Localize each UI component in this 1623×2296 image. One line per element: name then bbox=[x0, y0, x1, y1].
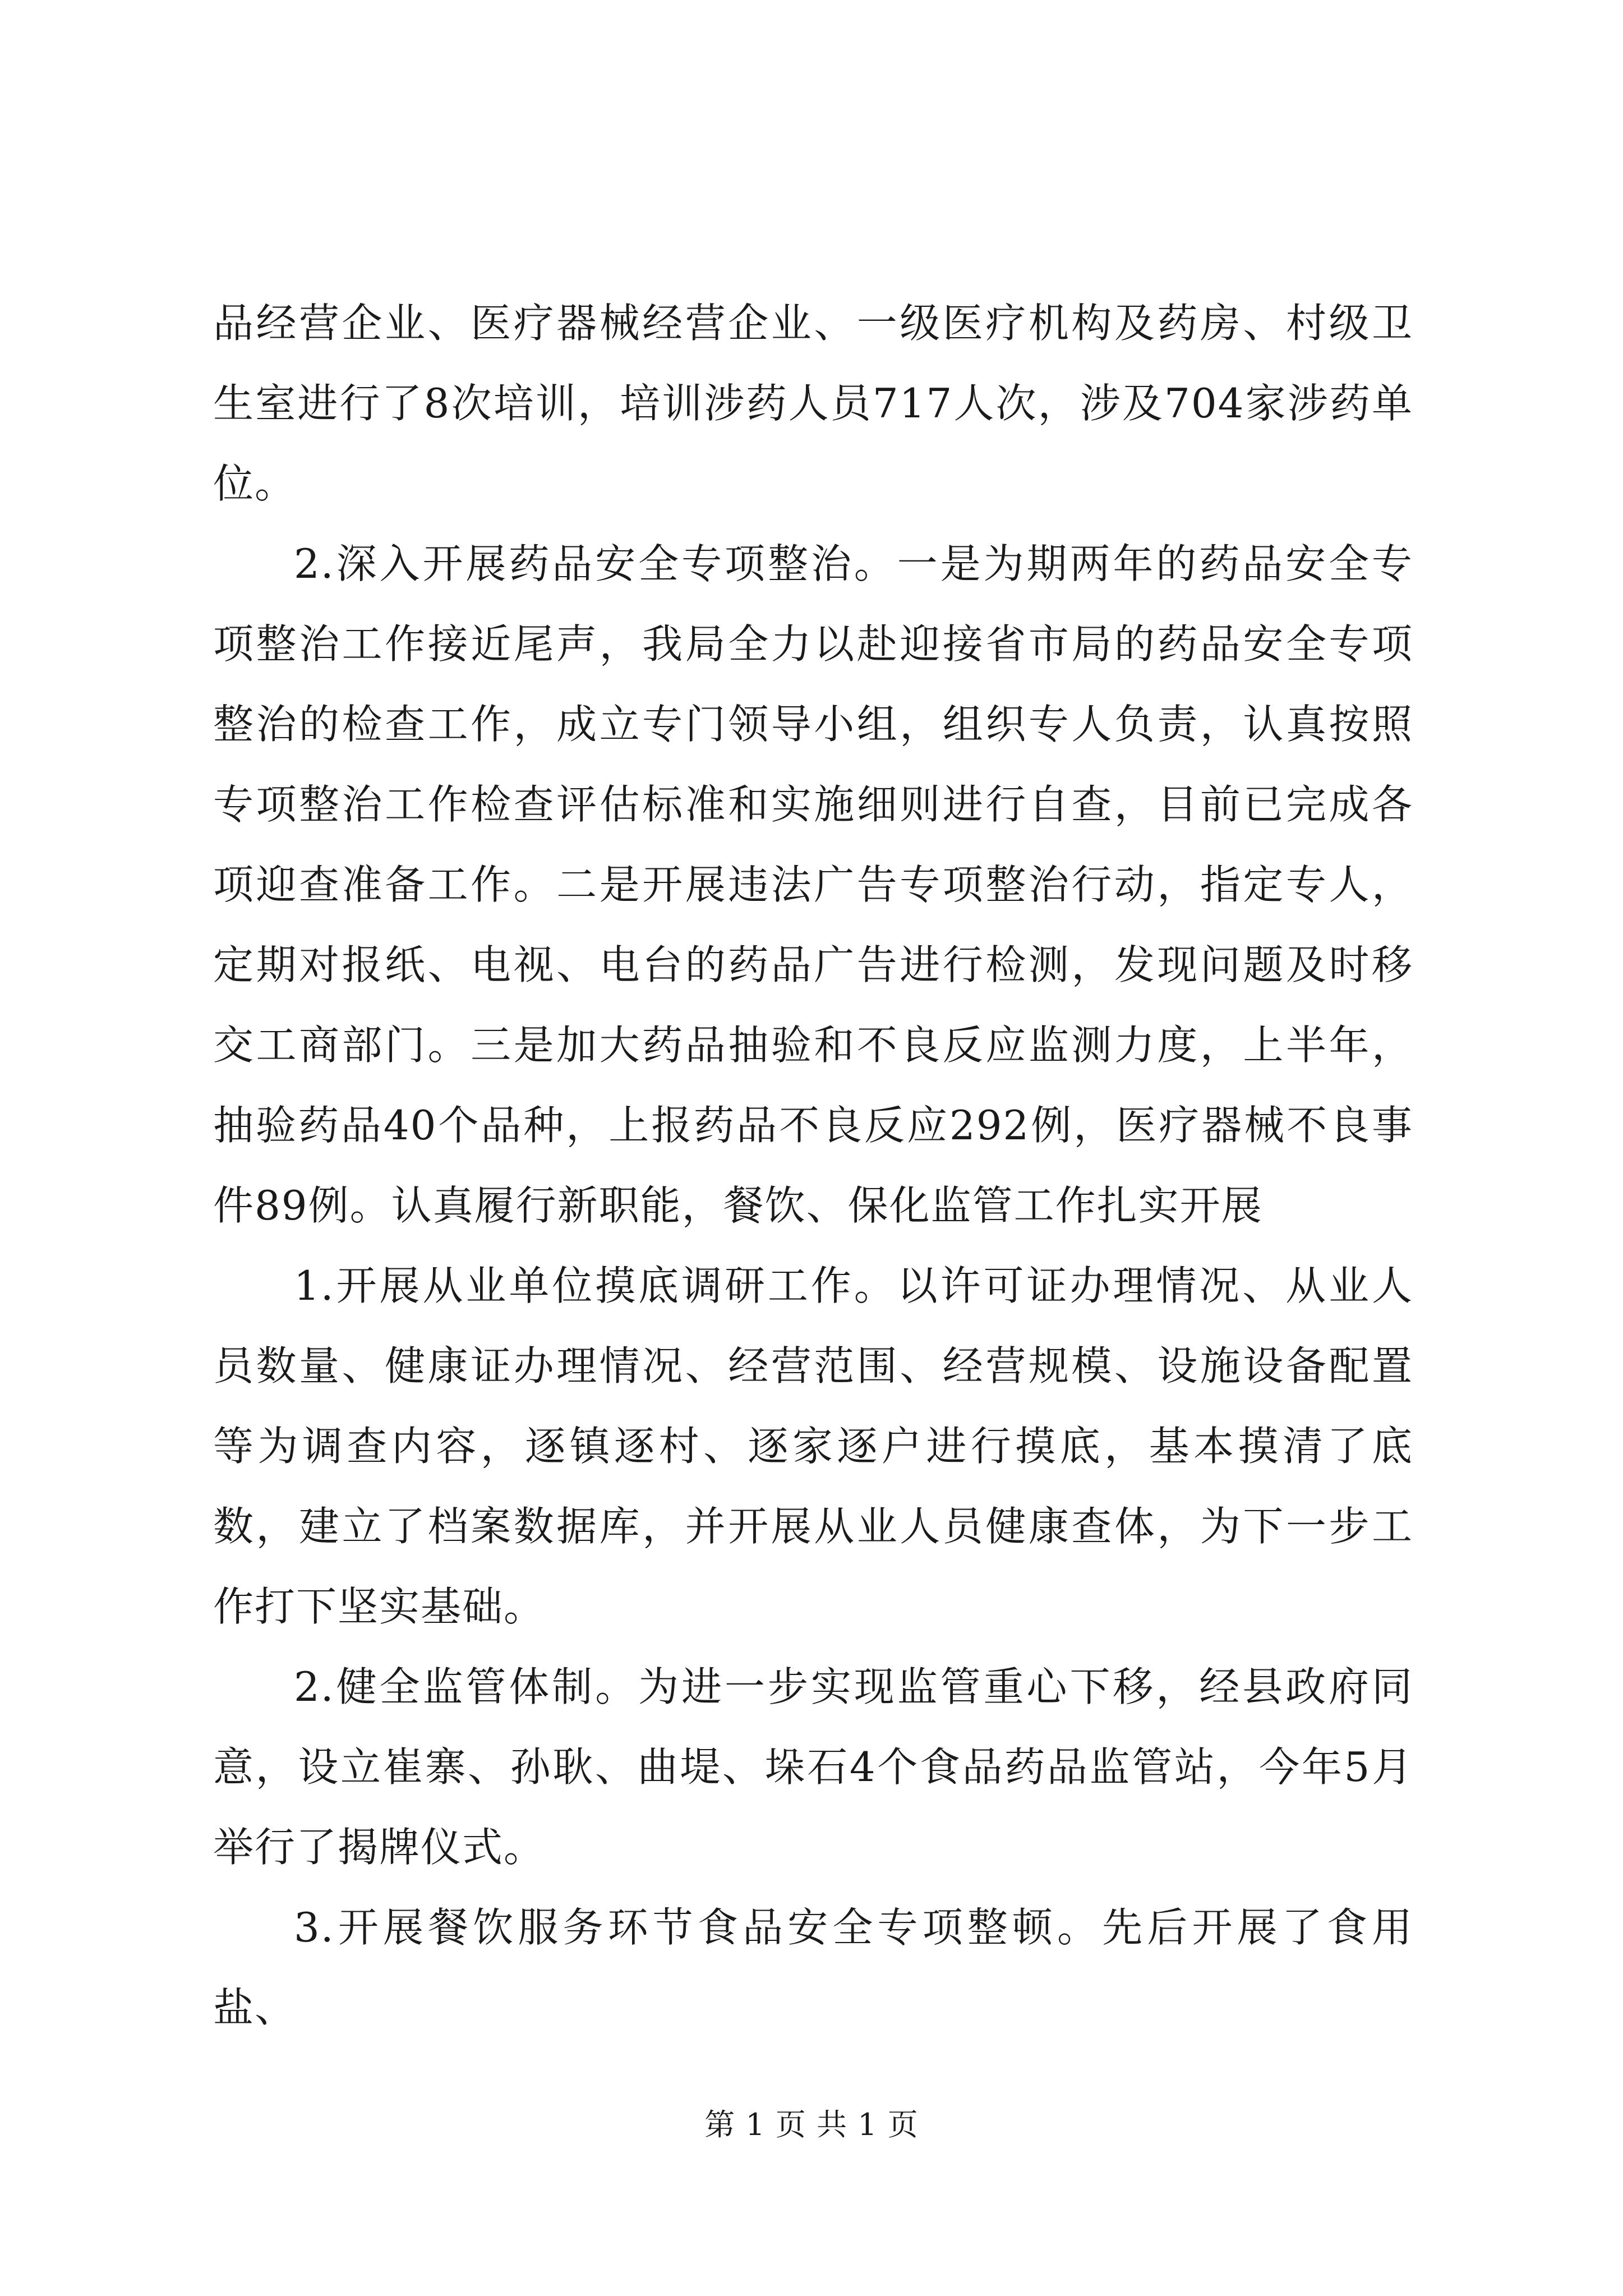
page-footer: 第 1 页 共 1 页 bbox=[704, 2107, 919, 2142]
paragraph-2: 2.深入开展药品安全专项整治。一是为期两年的药品安全专项整治工作接近尾声，我局全力以赴迎接省市局的药品安全专项整治的检查工作，成立专门领导小组，组织专人负责，认真按照专项整治工作检查评估标准和实施细则进行自查，目前已完成各项迎查准备工作。二是开展违法广告专项整治行动，指定专人，定期对报纸、电视、电台的药品广告进行检测，发现问题及时移交工商部门。三是加大药品抽验和不良反应监测力度，上半年，抽验药品40个品种，上报药品不良反应292例，医疗器械不良事件89例。认真履行新职能，餐饮、保化监管工作扎实开展 bbox=[213, 540, 1413, 1229]
document-body bbox=[213, 283, 1413, 2048]
paragraph-5: 3.开展餐饮服务环节食品安全专项整顿。先后开展了食用盐、 bbox=[213, 1904, 1413, 2031]
paragraph-4: 2.健全监管体制。为进一步实现监管重心下移，经县政府同意，设立崔寨、孙耿、曲堤、垛石4个食品药品监管站，今年5月举行了揭牌仪式。 bbox=[213, 1663, 1413, 1871]
paragraph-3: 1.开展从业单位摸底调研工作。以许可证办理情况、从业人员数量、健康证办理情况、经营范围、经营规模、设施设备配置等为调查内容，逐镇逐村、逐家逐户进行摸底，基本摸清了底数，建立了档案数据库，并开展从业人员健康查体，为下一步工作打下坚实基础。 bbox=[213, 1262, 1413, 1630]
paragraph-1: 品经营企业、医疗器械经营企业、一级医疗机构及药房、村级卫生室进行了8次培训，培训涉药人员717人次，涉及704家涉药单位。 bbox=[213, 300, 1413, 507]
